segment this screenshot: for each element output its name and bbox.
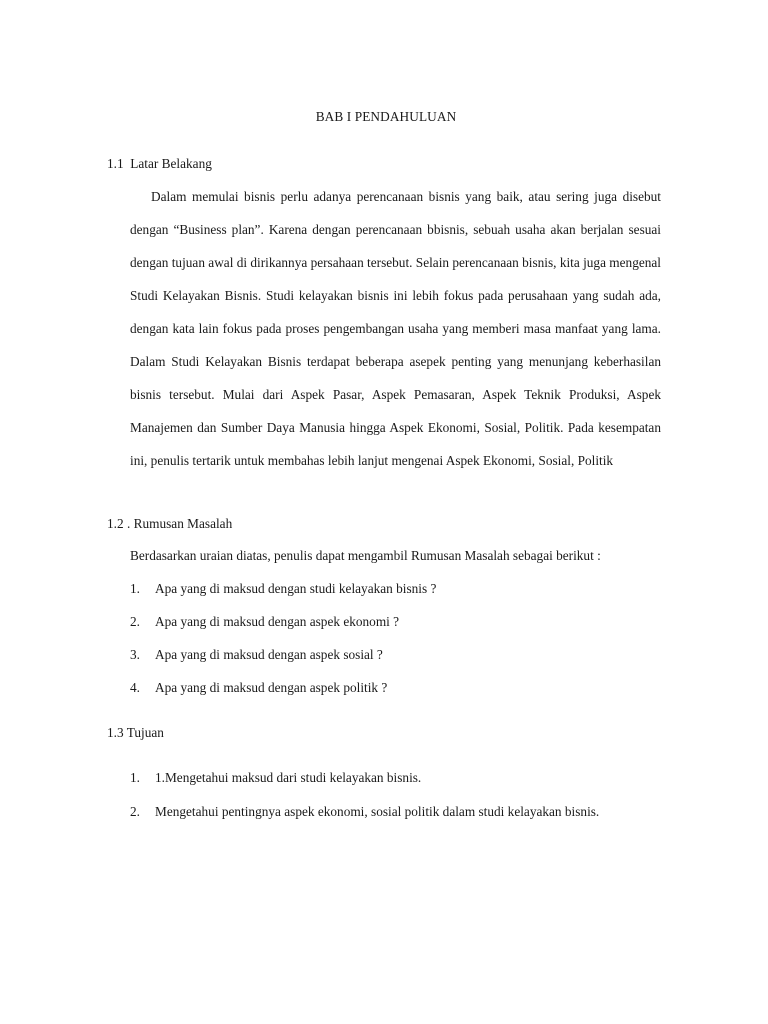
list-text: 1.Mengetahui maksud dari studi kelayakan bisnis. xyxy=(155,770,422,785)
list-text: Apa yang di maksud dengan aspek sosial ? xyxy=(155,647,383,662)
list-number: 4. xyxy=(130,680,140,695)
section-number: 1.3 xyxy=(107,725,124,740)
document-title: BAB I PENDAHULUAN xyxy=(315,109,457,124)
list-item xyxy=(130,614,670,630)
section-number: 1.1 xyxy=(107,156,124,171)
list-item xyxy=(130,647,670,663)
list-text: Mengetahui pentingnya aspek ekonomi, sosial politik dalam studi kelayakan bisnis. xyxy=(155,804,600,819)
list-number: 3. xyxy=(130,647,140,662)
section-title: Latar Belakang xyxy=(130,156,212,171)
list-text: Apa yang di maksud dengan aspek ekonomi ? xyxy=(155,614,400,629)
section-heading-latar-belakang xyxy=(107,156,212,172)
list-item xyxy=(130,680,670,696)
section-heading-rumusan-masalah xyxy=(107,516,232,532)
list-number: 2. xyxy=(130,804,140,819)
list-item xyxy=(130,804,670,820)
background-paragraph xyxy=(130,180,661,477)
problem-intro: Berdasarkan uraian diatas, penulis dapat mengambil Rumusan Masalah sebagai berikut : xyxy=(130,548,601,563)
list-number: 2. xyxy=(130,614,140,629)
section-title: Tujuan xyxy=(126,725,164,740)
section-title: Rumusan Masalah xyxy=(133,516,233,531)
list-number: 1. xyxy=(130,770,140,785)
section-heading-tujuan xyxy=(107,725,164,741)
list-text: Apa yang di maksud dengan studi kelayakan bisnis ? xyxy=(155,581,437,596)
list-item xyxy=(130,770,670,786)
section-number: 1.2 . xyxy=(107,516,131,531)
list-item xyxy=(130,581,670,597)
list-number: 1. xyxy=(130,581,140,596)
list-text: Apa yang di maksud dengan aspek politik ? xyxy=(155,680,388,695)
paragraph-text: Dalam memulai bisnis perlu adanya perencanaan bisnis yang baik, atau sering juga disebut dengan “Business plan”. Karena dengan perencanaan bbisnis, sebuah usaha akan berjalan sesuai dengan tujuan awal di dirikannya persahaan tersebut. Selain perencanaan bisnis, kita juga mengenal Studi Kelayakan Bisnis. Studi kelayakan bisnis ini lebih fokus pada perusahaan yang sudah ada, dengan kata lain fokus pada proses pengembangan usaha yang memberi masa manfaat yang lama. Dalam Studi Kelayakan Bisnis terdapat beberapa asepek penting yang menunjang keberhasilan bisnis tersebut. Mulai dari Aspek Pasar, Aspek Pemasaran, Aspek Teknik Produksi, Aspek Manajemen dan Sumber Daya Manusia hingga Aspek Ekonomi, Sosial, Politik. Pada kesempatan ini, penulis tertarik untuk membahas lebih lanjut mengenai Aspek Ekonomi, Sosial, Politik xyxy=(130,189,661,468)
